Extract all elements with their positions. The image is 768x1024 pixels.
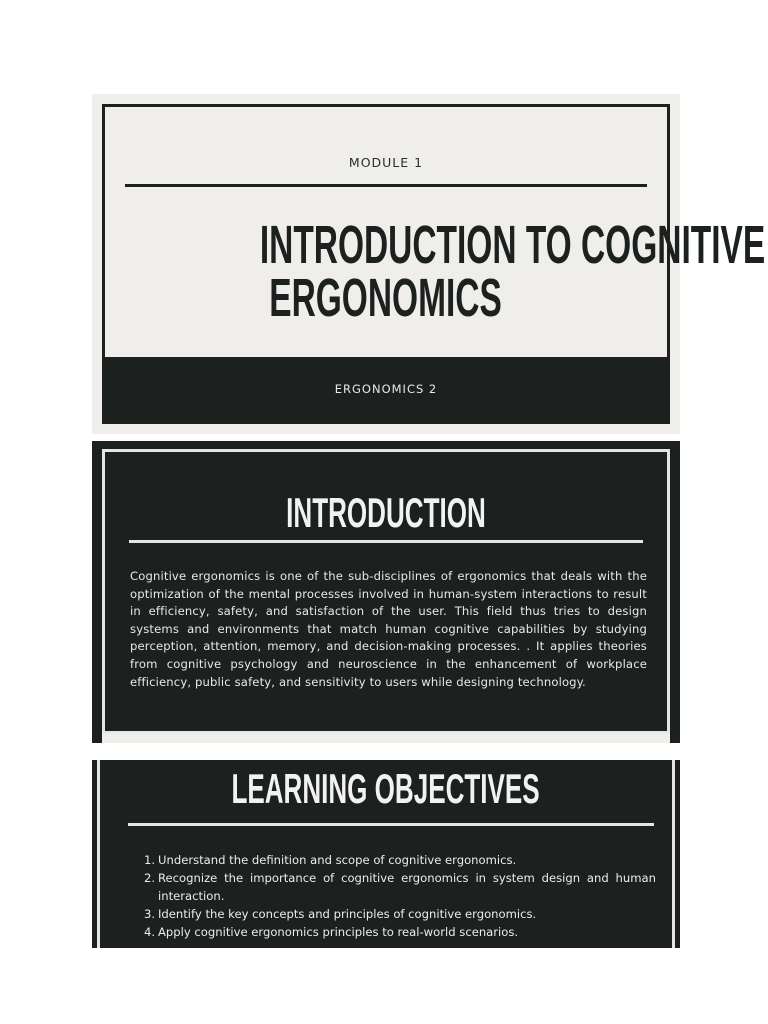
cover-card	[92, 94, 766, 434]
objective-item	[144, 851, 656, 869]
objective-number: 2.	[144, 871, 156, 885]
objectives-card	[92, 760, 680, 948]
objective-number: 1.	[144, 853, 156, 867]
introduction-heading-text: INTRODUCTION	[286, 489, 486, 536]
objectives-heading	[92, 765, 680, 812]
objective-item	[144, 905, 656, 923]
objective-text: Identify the key concepts and principles of cognitive ergonomics.	[158, 907, 537, 921]
objectives-heading-text: LEARNING OBJECTIVES	[231, 765, 541, 812]
objectives-list	[144, 851, 656, 941]
introduction-divider	[129, 540, 643, 543]
module-label: MODULE 1	[348, 155, 424, 170]
objective-text: Apply cognitive ergonomics principles to real-world scenarios.	[158, 925, 519, 939]
objective-number: 4.	[144, 925, 156, 939]
cover-title	[105, 215, 766, 328]
cover-title-line-2: ERGONOMICS	[269, 268, 503, 328]
cover-title-line-1: INTRODUCTION TO COGNITIVE	[259, 215, 766, 275]
objective-item	[144, 923, 656, 941]
introduction-bottom-edge	[102, 733, 670, 743]
introduction-card	[92, 441, 680, 743]
objective-number: 3.	[144, 907, 156, 921]
objective-item	[144, 869, 656, 905]
cover-divider	[125, 184, 647, 187]
introduction-heading	[105, 489, 667, 536]
objectives-divider	[128, 823, 654, 826]
cover-frame	[102, 104, 766, 424]
objective-text: Recognize the importance of cognitive ergonomics in system design and human interaction.	[158, 871, 656, 903]
objective-text: Understand the definition and scope of cognitive ergonomics.	[158, 853, 517, 867]
introduction-body: Cognitive ergonomics is one of the sub-disciplines of ergonomics that deals with the optimization of the mental processes involved in human-system interactions to result in efficiency, safety, and satisfaction of the user. This field thus tries to design systems and environments that match human cognitive capabilities by studying perception, attention, memory, and decision-making processes. . It applies theories from cognitive psychology and neuroscience in the enhancement of workplace efficiency, public safety, and sensitivity to users while designing technology.	[130, 569, 647, 689]
cover-footer-band	[105, 357, 667, 421]
introduction-frame	[102, 449, 670, 734]
course-label: ERGONOMICS 2	[334, 382, 438, 396]
